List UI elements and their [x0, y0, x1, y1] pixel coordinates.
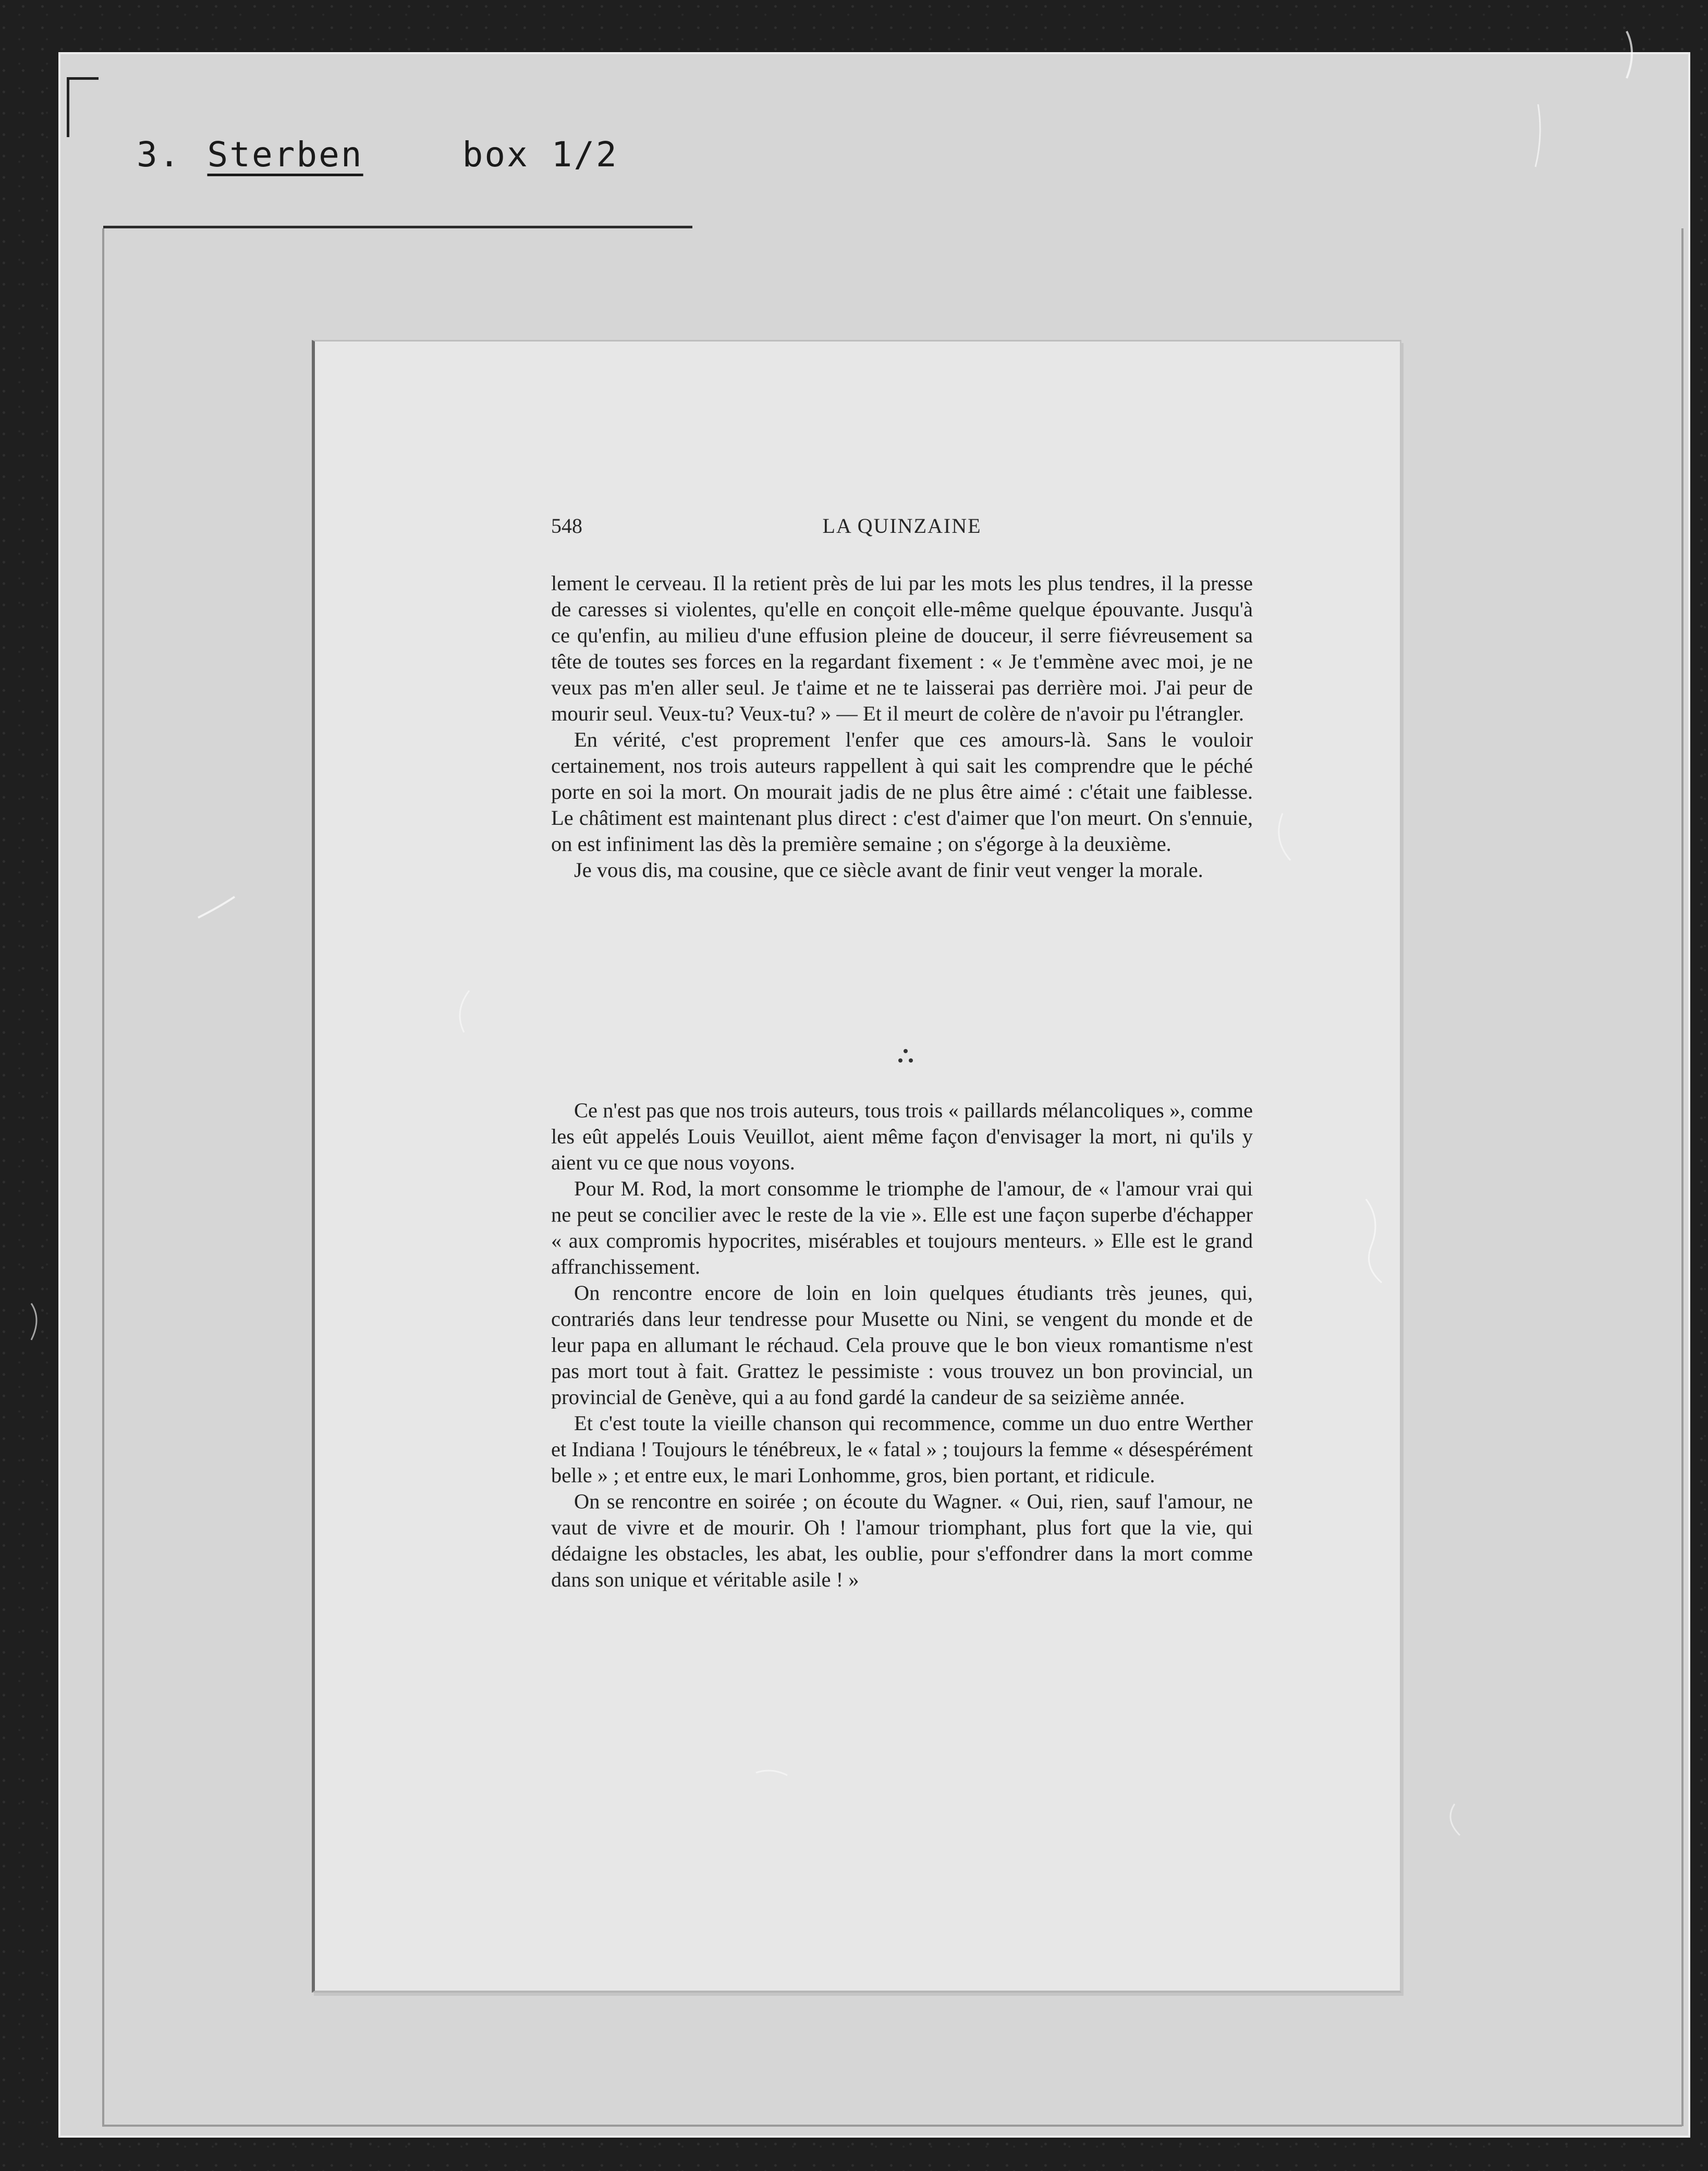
- paragraph: Je vous dis, ma cousine, que ce siècle avant de finir veut venger la morale.: [574, 858, 1203, 882]
- asterism-dot: [898, 1058, 902, 1063]
- corner-crop-mark: [67, 77, 99, 137]
- paragraph: On se rencontre en soirée ; on écoute du Wagner. « Oui, rien, sauf l'amour, ne vaut de vivre et de mourir. Oh ! l'amour triomphant, plus fort que la vie, qui dédaigne les obstacles, les abat, les oublie, pour s'effondrer dans la mort comme dans son unique et véritable asile ! »: [551, 1490, 1253, 1591]
- folder-label-title: Sterben: [207, 135, 363, 175]
- folder-bottom-edge: [102, 2125, 1682, 2127]
- clipping-page-header: [551, 514, 1253, 540]
- section-break-asterism: [895, 1047, 916, 1068]
- folder-label-box: box 1/2: [462, 135, 618, 175]
- folder-label: [137, 135, 618, 181]
- folder-left-edge: [102, 228, 104, 2126]
- text-block-bottom: [551, 1097, 1253, 1593]
- running-title: LA QUINZAINE: [822, 514, 982, 538]
- page-number: 548: [551, 514, 582, 538]
- paragraph: lement le cerveau. Il la retient près de lui par les mots les plus tendres, il la presse de caresses si violentes, qu'elle en conçoit elle-même quelque épouvante. Jusqu'à ce qu'enfin, au milieu d'une effusion pleine de douceur, il serre fiévreusement sa tête de toutes ses forces en la regardant fixement : « Je t'emmène avec moi, je ne veux pas m'en aller seul. Je t'aime et ne te laisserai pas derrière moi. J'ai peur de mourir seul. Veux-tu? Veux-tu? » — Et il meurt de colère de n'avoir pu l'étrangler.: [551, 571, 1253, 725]
- asterism-dot: [909, 1058, 913, 1063]
- paragraph: Et c'est toute la vieille chanson qui recommence, comme un duo entre Werther et Indiana ! Toujours le ténébreux, le « fatal » ; toujours la femme « désespérément belle » ; et entre eux, le mari Lonhomme, gros, bien portant, et ridicule.: [551, 1411, 1253, 1487]
- folder-label-number: 3.: [137, 135, 181, 175]
- paragraph: En vérité, c'est proprement l'enfer que ces amours-là. Sans le vouloir certainement, nos trois auteurs rappellent à qui sait les comprendre que le péché porte en soi la mort. On mourait jadis de ne plus être aimé : c'était une faiblesse. Le châtiment est maintenant plus direct : c'est d'aimer que l'on meurt. On s'ennuie, on est infiniment las dès la première semaine ; on s'égorge à la deuxième.: [551, 728, 1253, 856]
- paragraph: Ce n'est pas que nos trois auteurs, tous trois « paillards mélancoliques », comme les eût appelés Louis Veuillot, aient même façon d'envisager la mort, ni qu'ils y aient vu ce que nous voyons.: [551, 1099, 1253, 1174]
- paragraph: Pour M. Rod, la mort consomme le triomphe de l'amour, de « l'amour vrai qui ne peut se concilier avec le reste de la vie ». Elle est une façon superbe d'échapper « aux compromis hypocrites, misérables et toujours menteurs. » Elle est le grand affranchissement.: [551, 1177, 1253, 1278]
- asterism-dot: [904, 1049, 908, 1053]
- text-block-top: [551, 570, 1253, 883]
- folder-right-edge: [1681, 228, 1683, 2126]
- paragraph: On rencontre encore de loin en loin quelques étudiants très jeunes, qui, contrariés dans leur tendresse pour Musette ou Nini, se vengent du monde et de leur papa en allumant le réchaud. Cela prouve que le bon vieux romantisme n'est pas mort tout à fait. Grattez le pessimiste : vous trouvez un bon provincial, un provincial de Genève, qui a au fond gardé la candeur de sa seizième année.: [551, 1281, 1253, 1409]
- label-divider-line: [103, 226, 692, 228]
